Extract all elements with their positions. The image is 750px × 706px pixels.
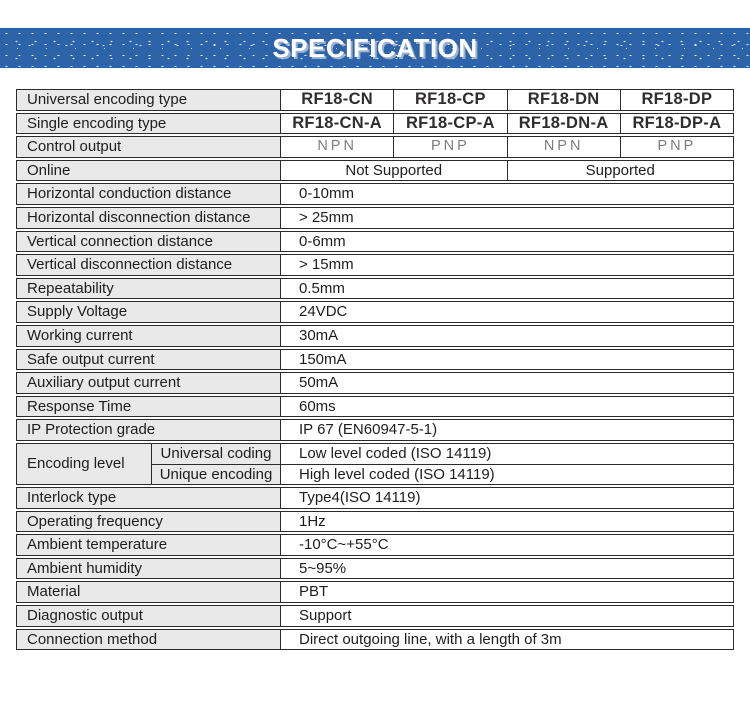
sub-label: Universal coding: [151, 443, 281, 465]
row-label: Online: [16, 160, 281, 182]
row-value: High level coded (ISO 14119): [280, 464, 734, 486]
banner-title: SPECIFICATION: [272, 32, 478, 63]
table-row: [16, 487, 734, 509]
row-label: Horizontal conduction distance: [16, 183, 281, 205]
table-row: [16, 629, 734, 651]
row-label: Supply Voltage: [16, 301, 281, 323]
row-label: Connection method: [16, 629, 281, 651]
row-value: IP 67 (EN60947-5-1): [280, 419, 734, 441]
row-label: Ambient temperature: [16, 534, 281, 556]
table-row-control-output: [16, 136, 734, 158]
table-row: [16, 511, 734, 533]
table-row: [16, 372, 734, 394]
output-cell: PNP: [393, 136, 507, 158]
model-cell: RF18-DP-A: [620, 113, 734, 135]
output-cell: NPN: [280, 136, 394, 158]
row-value: 24VDC: [280, 301, 734, 323]
table-row: [16, 349, 734, 371]
row-value: 150mA: [280, 349, 734, 371]
table-row: [16, 419, 734, 441]
model-cell: RF18-CP: [393, 89, 507, 111]
row-label: Encoding level: [16, 443, 152, 485]
table-row: [16, 207, 734, 229]
model-cell: RF18-CN-A: [280, 113, 394, 135]
specification-banner: [0, 28, 750, 68]
output-cell: PNP: [620, 136, 734, 158]
output-cell: NPN: [507, 136, 621, 158]
row-value: 1Hz: [280, 511, 734, 533]
row-label: Diagnostic output: [16, 605, 281, 627]
row-label: Vertical connection distance: [16, 231, 281, 253]
row-value: 0.5mm: [280, 278, 734, 300]
row-label: Horizontal disconnection distance: [16, 207, 281, 229]
table-row: [16, 278, 734, 300]
row-value: 0-6mm: [280, 231, 734, 253]
encoding-level-group: [16, 443, 734, 485]
specification-table: [16, 89, 734, 650]
row-label: Universal encoding type: [16, 89, 281, 111]
model-cell: RF18-CP-A: [393, 113, 507, 135]
table-row: [16, 396, 734, 418]
table-row-online: [16, 160, 734, 182]
row-value: 30mA: [280, 325, 734, 347]
row-value: 0-10mm: [280, 183, 734, 205]
row-value: Support: [280, 605, 734, 627]
row-value: -10°C~+55°C: [280, 534, 734, 556]
row-value: 5~95%: [280, 558, 734, 580]
row-label: Working current: [16, 325, 281, 347]
model-cell: RF18-CN: [280, 89, 394, 111]
table-row: [16, 581, 734, 603]
online-cell: Supported: [507, 160, 735, 182]
table-row: [16, 534, 734, 556]
row-label: Ambient humidity: [16, 558, 281, 580]
table-row: [16, 254, 734, 276]
row-label: Response Time: [16, 396, 281, 418]
row-label: Single encoding type: [16, 113, 281, 135]
row-value: 50mA: [280, 372, 734, 394]
table-row-universal-encoding-type: [16, 89, 734, 111]
table-row: [16, 231, 734, 253]
model-cell: RF18-DN: [507, 89, 621, 111]
row-value: > 25mm: [280, 207, 734, 229]
online-cell: Not Supported: [280, 160, 508, 182]
model-cell: RF18-DP: [620, 89, 734, 111]
model-cell: RF18-DN-A: [507, 113, 621, 135]
row-label: Operating frequency: [16, 511, 281, 533]
table-row: [16, 183, 734, 205]
table-row: [16, 558, 734, 580]
row-value: Direct outgoing line, with a length of 3m: [280, 629, 734, 651]
table-row: [151, 443, 734, 465]
row-value: Low level coded (ISO 14119): [280, 443, 734, 465]
row-label: Material: [16, 581, 281, 603]
table-row-single-encoding-type: [16, 113, 734, 135]
row-label: Control output: [16, 136, 281, 158]
row-label: Safe output current: [16, 349, 281, 371]
row-value: > 15mm: [280, 254, 734, 276]
row-label: Interlock type: [16, 487, 281, 509]
row-label: IP Protection grade: [16, 419, 281, 441]
table-row: [151, 464, 734, 486]
row-label: Vertical disconnection distance: [16, 254, 281, 276]
table-row: [16, 301, 734, 323]
table-row: [16, 605, 734, 627]
row-label: Repeatability: [16, 278, 281, 300]
encoding-level-subrows: [151, 443, 734, 485]
row-value: 60ms: [280, 396, 734, 418]
table-row: [16, 325, 734, 347]
row-value: PBT: [280, 581, 734, 603]
row-label: Auxiliary output current: [16, 372, 281, 394]
row-value: Type4(ISO 14119): [280, 487, 734, 509]
sub-label: Unique encoding: [151, 464, 281, 486]
